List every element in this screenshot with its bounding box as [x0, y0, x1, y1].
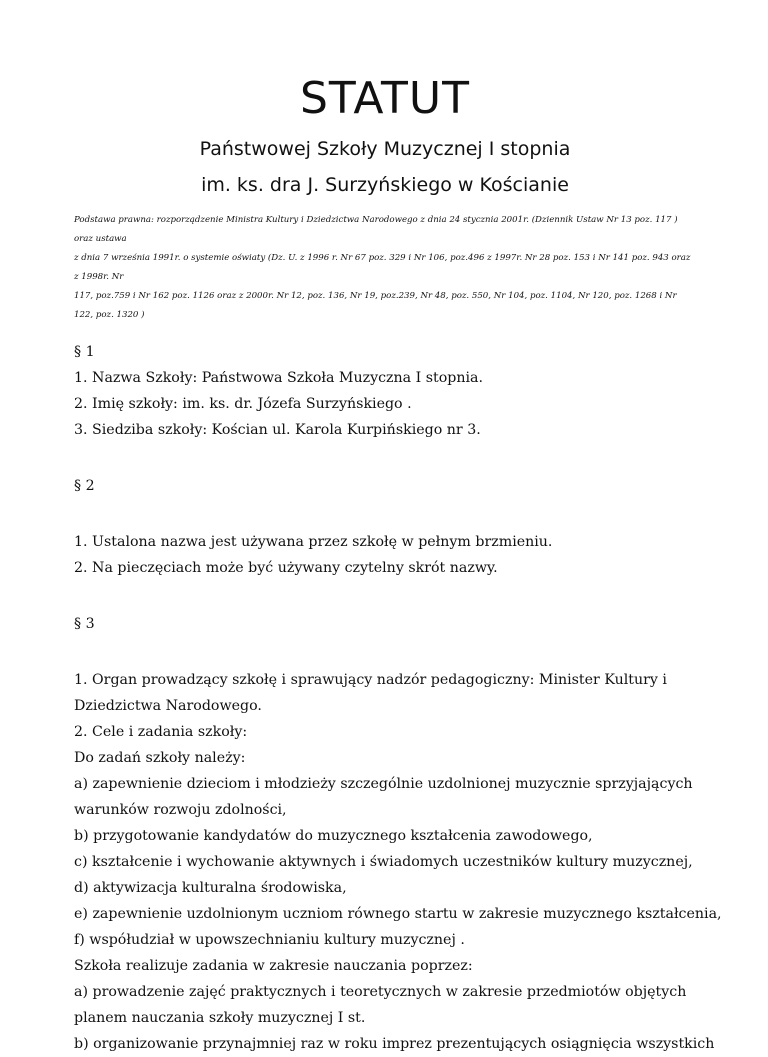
section-3-line: 2. Cele i zadania szkoły: — [74, 724, 248, 740]
section-3-line: e) zapewnienie uzdolnionym uczniom równego startu w zakresie muzycznego kształcenia, — [74, 906, 722, 922]
section-3-line: Do zadań szkoły należy: — [74, 750, 246, 766]
section-2-item: 2. Na pieczęciach może być używany czytelny skrót nazwy. — [74, 560, 498, 576]
section-3-body — [74, 667, 722, 1057]
section-3-line: f) współudział w upowszechnianiu kultury muzycznej . — [74, 932, 465, 948]
legal-basis-line: Podstawa prawna: rozporządzenie Ministra Kultury i Dziedzictwa Narodowego z dnia 24 stycznia 2001r. (Dziennik Ustaw Nr 13 poz. 117 ) oraz ustawa — [74, 215, 678, 244]
section-1-heading: § 1 — [74, 344, 95, 360]
section-3-line: Szkoła realizuje zadania w zakresie nauczania poprzez: — [74, 958, 473, 974]
section-1-item: 1. Nazwa Szkoły: Państwowa Szkoła Muzyczna I stopnia. — [74, 370, 483, 386]
section-3-line: b) organizowanie przynajmniej raz w roku imprez prezentujących osiągnięcia wszystkich — [74, 1036, 715, 1052]
section-3-line: a) zapewnienie dzieciom i młodzieży szczególnie uzdolnionej muzycznie sprzyjających — [74, 776, 693, 792]
document-subtitle — [74, 131, 696, 203]
section-2-body — [74, 529, 696, 581]
subtitle-school-name: Państwowej Szkoły Muzycznej I stopnia — [199, 138, 571, 160]
section-1 — [74, 339, 696, 443]
document-title: STATUT — [299, 73, 471, 124]
section-3-line: b) przygotowanie kandydatów do muzycznego kształcenia zawodowego, — [74, 828, 593, 844]
legal-basis-line: 117, poz.759 i Nr 162 poz. 1126 oraz z 2000r. Nr 12, poz. 136, Nr 19, poz.239, Nr 48, poz. 550, Nr 104, poz. 1104, Nr 120, poz. 1268 i Nr 122, poz. 1320 ) — [74, 291, 677, 320]
legal-basis-line: z dnia 7 września 1991r. o systemie oświaty (Dz. U. z 1996 r. Nr 67 poz. 329 i Nr 106, poz.496 z 1997r. Nr 28 poz. 153 i Nr 141 poz. 943 oraz z 1998r. Nr — [74, 253, 691, 282]
section-3-line: d) aktywizacja kulturalna środowiska, — [74, 880, 347, 896]
section-2-item: 1. Ustalona nazwa jest używana przez szkołę w pełnym brzmieniu. — [74, 534, 553, 550]
legal-basis — [74, 211, 696, 325]
section-3-line: c) kształcenie i wychowanie aktywnych i świadomych uczestników kultury muzycznej, — [74, 854, 693, 870]
subtitle-patron: im. ks. dra J. Surzyńskiego w Kościanie — [201, 174, 569, 196]
section-3-line: warunków rozwoju zdolności, — [74, 802, 287, 818]
section-3-line: 1. Organ prowadzący szkołę i sprawujący nadzór pedagogiczny: Minister Kultury i — [74, 672, 667, 688]
section-3-line: Dziedzictwa Narodowego. — [74, 698, 262, 714]
section-2-heading: § 2 — [74, 478, 95, 494]
section-3-line: planem nauczania szkoły muzycznej I st. — [74, 1010, 366, 1026]
section-1-item: 3. Siedziba szkoły: Kościan ul. Karola Kurpińskiego nr 3. — [74, 422, 481, 438]
section-2 — [74, 473, 696, 581]
section-3-line: a) prowadzenie zajęć praktycznych i teoretycznych w zakresie przedmiotów objętych — [74, 984, 687, 1000]
section-3 — [74, 611, 722, 1057]
section-3-heading: § 3 — [74, 616, 95, 632]
section-1-item: 2. Imię szkoły: im. ks. dr. Józefa Surzyńskiego . — [74, 396, 412, 412]
